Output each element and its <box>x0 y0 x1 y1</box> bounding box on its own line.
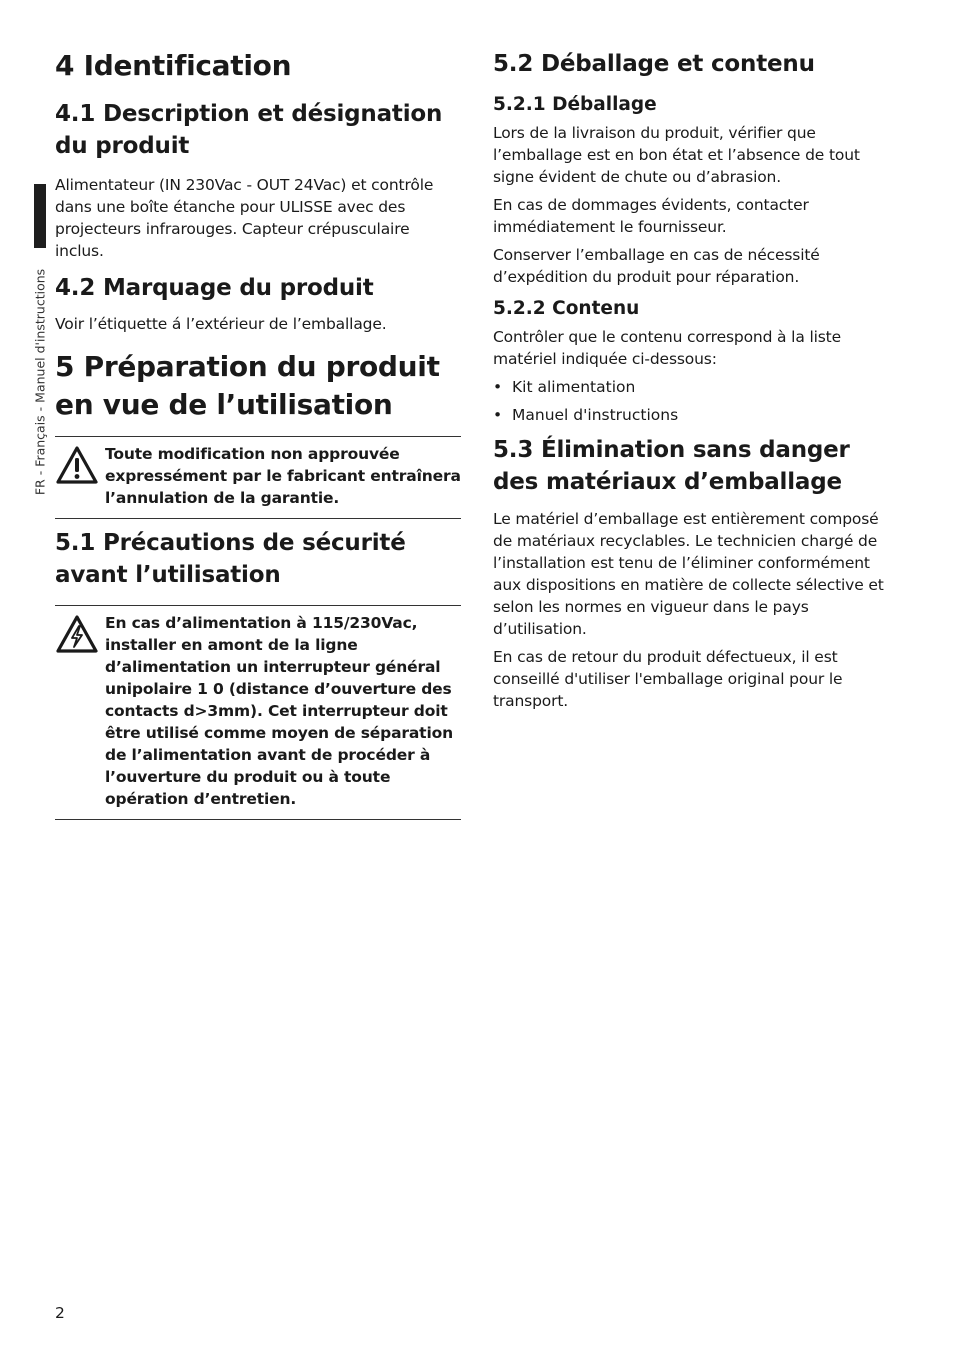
warning-box-electric <box>55 605 461 820</box>
section-5-3-para-1: Le matériel d’emballage est entièrement composé de matériaux recyclables. Le technicien chargé de l’installation est tenu de l’éliminer conformément aux dispositions en matière de collecte sélective et selon les normes en vigueur dans le pays d’utilisation. <box>493 510 884 638</box>
section-5-2-2-para: Contrôler que le contenu correspond à la liste matériel indiquée ci-dessous: <box>493 328 841 368</box>
section-5-1-title: 5.1 Précautions de sécurité avant l’utilisation <box>55 530 406 588</box>
section-5-2-1-title: 5.2.1 Déballage <box>493 94 657 115</box>
side-language-label: FR - Français - Manuel d'instructions <box>32 268 48 496</box>
electric-hazard-icon <box>55 612 105 658</box>
section-5-title: 5 Préparation du produit en vue de l’utilisation <box>55 350 440 421</box>
section-4-2-title: 4.2 Marquage du produit <box>55 275 374 301</box>
section-4-2-text: Voir l’étiquette á l’extérieur de l’emballage. <box>55 315 387 333</box>
right-column <box>493 48 897 712</box>
section-4-1-title: 4.1 Description et désignation du produit <box>55 101 443 159</box>
bullet-marker: • <box>493 406 503 424</box>
left-column <box>55 48 461 820</box>
warning-triangle-icon <box>55 443 105 489</box>
section-5-3-title: 5.3 Élimination sans danger des matériaux d’emballage <box>493 437 850 495</box>
side-tab-marker <box>34 184 46 248</box>
bullet-marker: • <box>493 378 503 396</box>
section-5-2-title: 5.2 Déballage et contenu <box>493 51 815 77</box>
warning-text-warranty: Toute modification non approuvée expressément par le fabricant entraînera l’annulation de la garantie. <box>105 445 461 507</box>
section-4-title: 4 Identification <box>55 49 292 82</box>
section-5-2-1-para-3: Conserver l’emballage en cas de nécessité d’expédition du produit pour réparation. <box>493 246 820 286</box>
section-5-3-para-2: En cas de retour du produit défectueux, il est conseillé d'utiliser l'emballage original pour le transport. <box>493 648 843 710</box>
section-4-1-text: Alimentateur (IN 230Vac - OUT 24Vac) et contrôle dans une boîte étanche pour ULISSE avec des projecteurs infrarouges. Capteur crépusculaire inclus. <box>55 176 434 260</box>
section-5-2-2-title: 5.2.2 Contenu <box>493 298 640 319</box>
warning-text-electric: En cas d’alimentation à 115/230Vac, installer en amont de la ligne d’alimentation un interrupteur général unipolaire 1 0 (distance d’ouverture des contacts d>3mm). Cet interrupteur doit être utilisé comme moyen de séparation de l’alimentation avant de procéder à l’ouverture du produit ou à toute opération d’entretien. <box>105 614 453 808</box>
list-item: • Kit alimentation <box>493 378 636 396</box>
section-5-2-1-para-2: En cas de dommages évidents, contacter immédiatement le fournisseur. <box>493 196 809 236</box>
list-item: • Manuel d'instructions <box>493 406 679 424</box>
page-number: 2 <box>55 1304 65 1322</box>
warning-box-warranty <box>55 436 461 519</box>
contents-list <box>493 376 897 426</box>
section-5-2-1-para-1: Lors de la livraison du produit, vérifier que l’emballage est en bon état et l’absence de tout signe évident de chute ou d’abrasion. <box>493 124 860 186</box>
